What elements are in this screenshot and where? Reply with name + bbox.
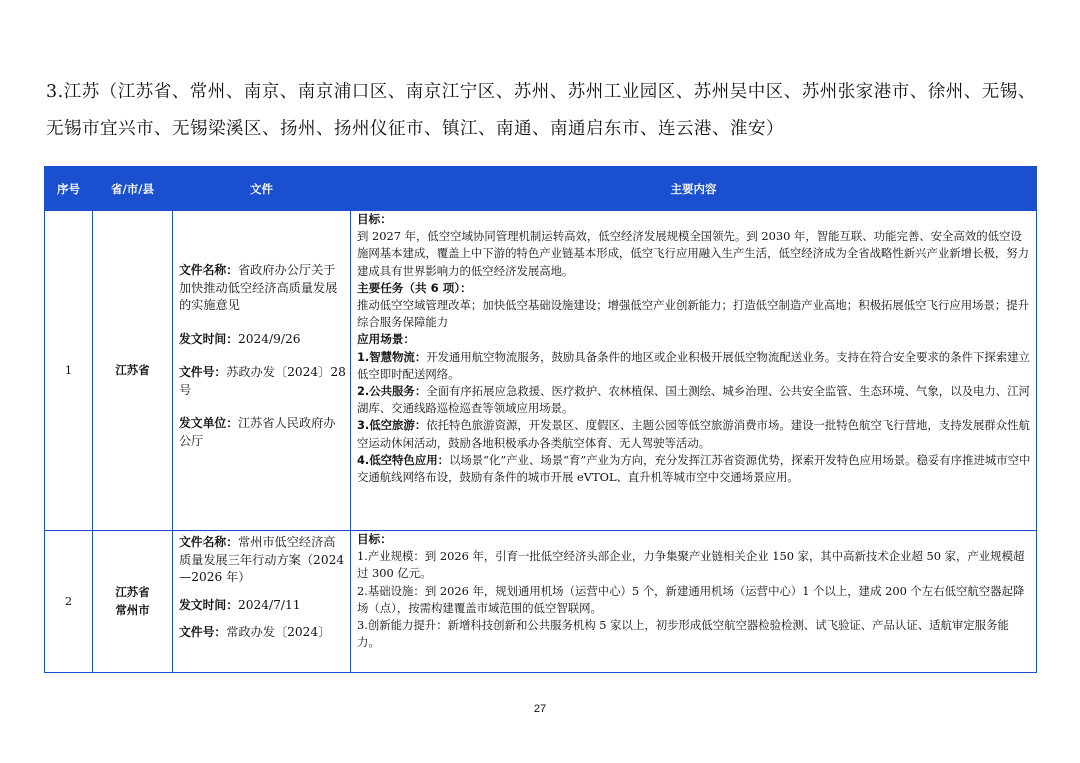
header-region: 省/市/县: [93, 167, 173, 211]
scene-item: [357, 417, 1031, 451]
scene-item: [357, 383, 1031, 417]
doc-date-label: 发文时间：: [179, 331, 238, 346]
doc-number-value: 常政办发〔2024〕: [226, 625, 331, 639]
scene-text: 依托特色旅游资源，开发景区、度假区、主题公园等低空旅游消费市场。建设一批特色航空飞行营地，支持发展群众性航空运动休闲活动，鼓励各地积极承办各类航空体育、无人驾驶等活动。: [357, 418, 1030, 450]
scene-label: 1.智慧物流：: [357, 349, 427, 364]
doc-number-field: [179, 364, 346, 399]
doc-name-value: 省政府办公厅关于加快推动低空经济高质量发展的实施意见: [179, 263, 338, 312]
doc-number-label: 文件号：: [179, 625, 227, 639]
row-region: [93, 531, 173, 673]
doc-name-label: 文件名称：: [179, 535, 238, 549]
policy-table: [44, 166, 1037, 673]
scene-item: [357, 452, 1031, 486]
goal-title: 目标：: [357, 532, 392, 546]
table-row: [45, 211, 1037, 531]
tasks-title: 主要任务（共 6 项）：: [357, 280, 472, 295]
goal-item: 1.产业规模：到 2026 年，引育一批低空经济头部企业，力争集聚产业链相关企业 150 家，其中高新技术企业超 50 家，产业规模超过 300 亿元。: [357, 549, 1025, 581]
doc-name-field: [179, 534, 346, 587]
goal-item: 2.基础设施：到 2026 年，规划通用机场（运营中心）5 个，新建通用机场（运营中心）1 个以上，建成 200 个左右低空航空器起降场（点），按需构建覆盖市域范围的低空智联网。: [357, 583, 1025, 615]
doc-number-value: 苏政办发〔2024〕28 号: [179, 365, 346, 397]
row-content: [351, 211, 1037, 531]
scene-text: 开发通用航空物流服务，鼓励具备条件的地区或企业积极开展低空物流配送业务。支持在符合安全要求的条件下探索建立低空即时配送网络。: [357, 349, 1030, 381]
doc-date-field: [179, 331, 346, 349]
region-line: 常州市: [115, 602, 150, 617]
doc-issuer-field: [179, 415, 346, 450]
scene-label: 2.公共服务：: [357, 384, 427, 399]
scene-label: 4.低空特色应用：: [357, 452, 449, 467]
row-document: [173, 211, 351, 531]
doc-date-value: 2024/7/11: [238, 597, 301, 612]
row-index: 1: [45, 211, 93, 531]
goal-title: 目标：: [357, 212, 392, 226]
scenes-title: 应用场景：: [357, 332, 415, 347]
scene-text: 全面有序拓展应急救援、医疗救护、农林植保、国土测绘、城乡治理、公共安全监管、生态环境、气象，以及电力、江河湖库、交通线路巡检巡查等领域应用场景。: [357, 384, 1030, 416]
scene-text: 以场景“化”产业、场景“育”产业为方向，充分发挥江苏省资源优势，探索开发特色应用场景。稳妥有序推进城市空中交通航线网络布设，鼓励有条件的城市开展 eVTOL、直升机等城市空中交通场景应用。: [357, 452, 1031, 485]
goal-text: 到 2027 年，低空空域协同管理机制运转高效，低空经济发展规模全国领先。到 2030 年，智能互联、功能完善、安全高效的低空设施网基本建成，覆盖上中下游的特色产业链基本形成，低空飞行应用融入生产生活，低空经济成为全省战略性新兴产业新增长极，努力建成具有世界影响力的低空经济发展高地。: [357, 229, 1030, 278]
tasks-text: 推动低空空域管理改革；加快低空基础设施建设；增强低空产业创新能力；打造低空制造产业高地；积极拓展低空飞行应用场景；提升综合服务保障能力: [357, 298, 1030, 330]
doc-name-field: [179, 262, 346, 315]
row-content: [351, 531, 1037, 673]
header-content: 主要内容: [351, 167, 1037, 211]
row-region: 江苏省: [93, 211, 173, 531]
region-line: 江苏省: [115, 585, 150, 600]
row-index: 2: [45, 531, 93, 673]
page-number: 27: [533, 703, 547, 715]
doc-name-label: 文件名称：: [179, 263, 238, 277]
doc-date-value: 2024/9/26: [238, 331, 301, 346]
doc-issuer-label: 发文单位：: [179, 416, 238, 430]
goal-item: 3.创新能力提升：新增科技创新和公共服务机构 5 家以上，初步形成低空航空器检验检测、试飞验证、产品认证、适航审定服务能力。: [357, 618, 1009, 650]
header-index: 序号: [45, 167, 93, 211]
header-document: 文件: [173, 167, 351, 211]
doc-number-field: [179, 624, 346, 642]
table-row: [45, 531, 1037, 673]
doc-date-field: [179, 597, 346, 615]
scene-item: [357, 349, 1031, 383]
doc-name-value: 常州市低空经济高质量发展三年行动方案（2024—2026 年）: [179, 535, 345, 584]
scene-label: 3.低空旅游：: [357, 418, 427, 433]
doc-date-label: 发文时间：: [179, 597, 238, 612]
table-header-row: [45, 167, 1037, 211]
doc-issuer-value: 江苏省人民政府办公厅: [179, 416, 336, 448]
section-heading: 3.江苏（江苏省、常州、南京、南京浦口区、南京江宁区、苏州、苏州工业园区、苏州吴中区、苏州张家港市、徐州、无锡、无锡市宜兴市、无锡梁溪区、扬州、扬州仪征市、镇江、南通、南通启东市、连云港、淮安）: [46, 82, 1036, 139]
doc-number-label: 文件号：: [179, 365, 227, 379]
row-document: [173, 531, 351, 673]
